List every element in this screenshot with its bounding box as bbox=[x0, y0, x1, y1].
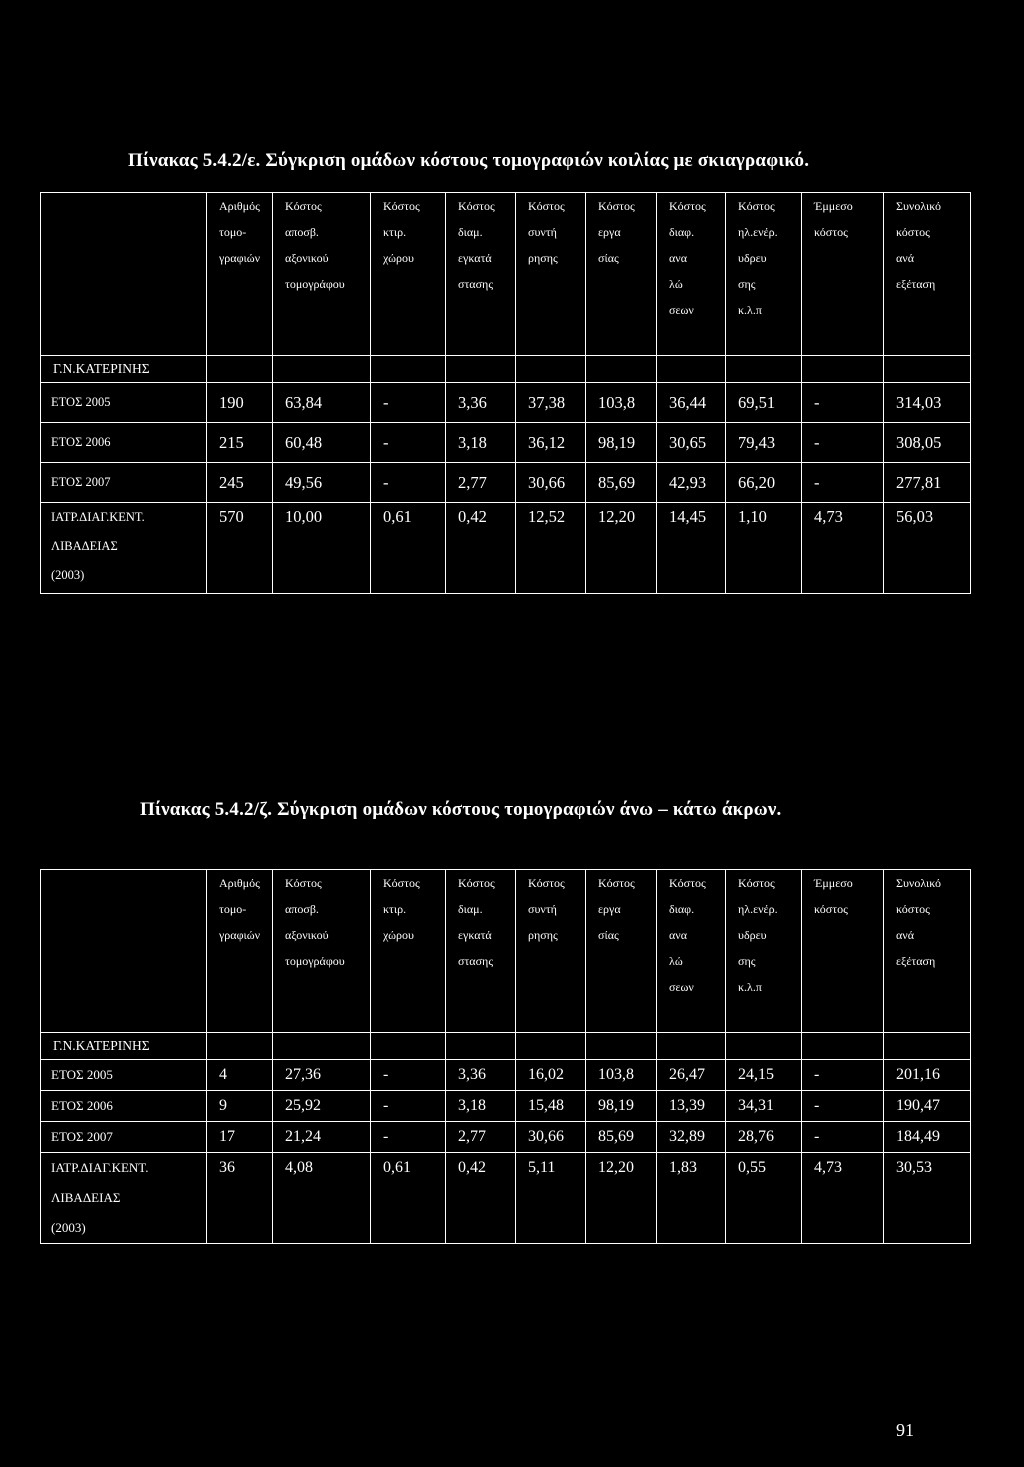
group-label: Γ.Ν.ΚΑΤΕΡΙΝΗΣ bbox=[41, 356, 207, 383]
table-cell: 184,49 bbox=[884, 1122, 971, 1153]
column-header-line: σεων bbox=[669, 980, 694, 994]
column-header-line: Έμμεσο bbox=[814, 199, 853, 213]
table-cell: - bbox=[802, 1122, 884, 1153]
table-row bbox=[41, 423, 971, 463]
table-cell: 0,42 bbox=[446, 1153, 516, 1244]
table-cell: 314,03 bbox=[884, 383, 971, 423]
row-label: ΕΤΟΣ 2007 bbox=[41, 1122, 207, 1153]
table-cell: 36 bbox=[207, 1153, 273, 1244]
column-header-line: υδρευ bbox=[738, 928, 767, 942]
table-cell: 0,61 bbox=[371, 1153, 446, 1244]
row-label: ΕΤΟΣ 2007 bbox=[41, 463, 207, 503]
column-header-line: Κόστος bbox=[738, 199, 775, 213]
table-cell: 201,16 bbox=[884, 1060, 971, 1091]
table-cell: 2,77 bbox=[446, 463, 516, 503]
table-cell: 13,39 bbox=[657, 1091, 726, 1122]
column-header-line: Συνολικό bbox=[896, 199, 942, 213]
column-header bbox=[657, 870, 726, 1033]
table-cell: 21,24 bbox=[273, 1122, 371, 1153]
row-label-line: ΛΙΒΑΔΕΙΑΣ bbox=[51, 1190, 121, 1205]
column-header-line: σης bbox=[738, 277, 756, 291]
table-cell: 42,93 bbox=[657, 463, 726, 503]
table-cell: 37,38 bbox=[516, 383, 586, 423]
header-corner-cell bbox=[41, 870, 207, 1033]
table-cell: - bbox=[802, 463, 884, 503]
column-header-line: κόστος bbox=[896, 902, 930, 916]
table-cell: 30,66 bbox=[516, 463, 586, 503]
column-header bbox=[371, 193, 446, 356]
empty-cell bbox=[207, 1033, 273, 1060]
column-header-line: λώ bbox=[669, 277, 683, 291]
column-header-line: ανά bbox=[896, 928, 914, 942]
table-cell: 1,10 bbox=[726, 503, 802, 594]
table-cell: 4,73 bbox=[802, 503, 884, 594]
column-header-line: συντή bbox=[528, 902, 557, 916]
column-header-line: τομογράφου bbox=[285, 277, 345, 291]
column-header-line: γραφιών bbox=[219, 251, 261, 265]
empty-cell bbox=[657, 1033, 726, 1060]
column-header-line: στασης bbox=[458, 277, 494, 291]
table-cell: - bbox=[802, 1091, 884, 1122]
table-cell: 1,83 bbox=[657, 1153, 726, 1244]
column-header-line: Κόστος bbox=[458, 199, 495, 213]
column-header-line: κόστος bbox=[814, 902, 848, 916]
empty-cell bbox=[371, 1033, 446, 1060]
header-row bbox=[41, 193, 971, 356]
row-label: ΕΤΟΣ 2006 bbox=[41, 1091, 207, 1122]
column-header-line: Αριθμός bbox=[219, 199, 260, 213]
empty-cell bbox=[884, 1033, 971, 1060]
column-header-line: ρησης bbox=[528, 928, 558, 942]
table-cell: - bbox=[371, 463, 446, 503]
empty-cell bbox=[273, 1033, 371, 1060]
table-cell: 3,36 bbox=[446, 383, 516, 423]
column-header-line: κόστος bbox=[896, 225, 930, 239]
row-label: ΕΤΟΣ 2005 bbox=[41, 1060, 207, 1091]
table-row bbox=[41, 1060, 971, 1091]
column-header-line: Κόστος bbox=[285, 199, 322, 213]
table-cell: 30,53 bbox=[884, 1153, 971, 1244]
row-label-line: (2003) bbox=[51, 568, 85, 582]
column-header-line: τομο- bbox=[219, 902, 247, 916]
column-header-line: αποσβ. bbox=[285, 902, 319, 916]
column-header-line: διαμ. bbox=[458, 225, 483, 239]
cost-table-limbs bbox=[40, 869, 971, 1244]
column-header-line: τομο- bbox=[219, 225, 247, 239]
column-header-line: ανα bbox=[669, 251, 687, 265]
table-cell: 28,76 bbox=[726, 1122, 802, 1153]
table-cell: 49,56 bbox=[273, 463, 371, 503]
table-cell: 36,44 bbox=[657, 383, 726, 423]
table-cell: - bbox=[371, 383, 446, 423]
table-cell: - bbox=[802, 423, 884, 463]
column-header-line: κτιρ. bbox=[383, 225, 407, 239]
table-cell: 63,84 bbox=[273, 383, 371, 423]
table-cell: 60,48 bbox=[273, 423, 371, 463]
column-header-line: κόστος bbox=[814, 225, 848, 239]
empty-cell bbox=[802, 1033, 884, 1060]
row-label: ΕΤΟΣ 2006 bbox=[41, 423, 207, 463]
page-number: 91 bbox=[896, 1420, 914, 1440]
table-cell: 10,00 bbox=[273, 503, 371, 594]
table-cell: 12,20 bbox=[586, 503, 657, 594]
column-header-line: κ.λ.π bbox=[738, 980, 762, 994]
column-header bbox=[371, 870, 446, 1033]
empty-cell bbox=[586, 356, 657, 383]
column-header bbox=[586, 870, 657, 1033]
column-header-line: διαφ. bbox=[669, 902, 695, 916]
column-header bbox=[884, 870, 971, 1033]
column-header-line: Κόστος bbox=[528, 199, 565, 213]
empty-cell bbox=[884, 356, 971, 383]
table-caption: Πίνακας 5.4.2/ε. Σύγκριση ομάδων κόστους τομογραφιών κοιλίας με σκιαγραφικό. bbox=[128, 150, 810, 171]
empty-cell bbox=[726, 1033, 802, 1060]
column-header bbox=[884, 193, 971, 356]
column-header-line: σίας bbox=[598, 251, 619, 265]
column-header-line: λώ bbox=[669, 954, 683, 968]
table-cell: 9 bbox=[207, 1091, 273, 1122]
row-label bbox=[41, 503, 207, 594]
column-header bbox=[586, 193, 657, 356]
column-header bbox=[726, 193, 802, 356]
column-header bbox=[726, 870, 802, 1033]
row-label: ΕΤΟΣ 2005 bbox=[41, 383, 207, 423]
table-cell: 277,81 bbox=[884, 463, 971, 503]
column-header-line: Κόστος bbox=[598, 199, 635, 213]
table-cell: 30,66 bbox=[516, 1122, 586, 1153]
table-cell: 36,12 bbox=[516, 423, 586, 463]
column-header-line: εγκατά bbox=[458, 251, 492, 265]
table-cell: 15,48 bbox=[516, 1091, 586, 1122]
column-header-line: κ.λ.π bbox=[738, 303, 762, 317]
table-cell: 215 bbox=[207, 423, 273, 463]
column-header-line: ηλ.ενέρ. bbox=[738, 902, 778, 916]
column-header-line: διαμ. bbox=[458, 902, 483, 916]
column-header-line: Κόστος bbox=[669, 876, 706, 890]
table-cell: 26,47 bbox=[657, 1060, 726, 1091]
column-header-line: αποσβ. bbox=[285, 225, 319, 239]
column-header-line: εργα bbox=[598, 225, 621, 239]
column-header bbox=[446, 870, 516, 1033]
table-cell: 2,77 bbox=[446, 1122, 516, 1153]
column-header-line: τομογράφου bbox=[285, 954, 345, 968]
column-header-line: Κόστος bbox=[285, 876, 322, 890]
table-cell: 24,15 bbox=[726, 1060, 802, 1091]
table-cell: 245 bbox=[207, 463, 273, 503]
empty-cell bbox=[657, 356, 726, 383]
column-header bbox=[516, 870, 586, 1033]
column-header-line: Συνολικό bbox=[896, 876, 942, 890]
column-header-line: Κόστος bbox=[383, 876, 420, 890]
table-cell: 32,89 bbox=[657, 1122, 726, 1153]
empty-cell bbox=[516, 1033, 586, 1060]
table-cell: 69,51 bbox=[726, 383, 802, 423]
cost-table-abdomen bbox=[40, 192, 971, 594]
table-cell: 85,69 bbox=[586, 1122, 657, 1153]
table-cell: 34,31 bbox=[726, 1091, 802, 1122]
row-label-line: ΛΙΒΑΔΕΙΑΣ bbox=[51, 539, 118, 553]
table-cell: 12,20 bbox=[586, 1153, 657, 1244]
table-cell: 98,19 bbox=[586, 423, 657, 463]
table-cell: 5,11 bbox=[516, 1153, 586, 1244]
table-cell: 30,65 bbox=[657, 423, 726, 463]
header-row bbox=[41, 870, 971, 1033]
column-header-line: διαφ. bbox=[669, 225, 695, 239]
table-cell: 3,36 bbox=[446, 1060, 516, 1091]
column-header-line: Αριθμός bbox=[219, 876, 260, 890]
empty-cell bbox=[586, 1033, 657, 1060]
column-header bbox=[207, 870, 273, 1033]
column-header-line: υδρευ bbox=[738, 251, 767, 265]
empty-cell bbox=[802, 356, 884, 383]
table-row bbox=[41, 463, 971, 503]
row-label-line: ΙΑΤΡ.ΔΙΑΓ.ΚΕΝΤ. bbox=[51, 1160, 149, 1175]
column-header-line: Κόστος bbox=[598, 876, 635, 890]
table-cell: 85,69 bbox=[586, 463, 657, 503]
table-cell: - bbox=[802, 383, 884, 423]
table-row bbox=[41, 1122, 971, 1153]
empty-cell bbox=[446, 356, 516, 383]
column-header bbox=[446, 193, 516, 356]
table-cell: 12,52 bbox=[516, 503, 586, 594]
column-header-line: συντή bbox=[528, 225, 557, 239]
group-row bbox=[41, 1033, 971, 1060]
table-cell: 4 bbox=[207, 1060, 273, 1091]
column-header-line: κτιρ. bbox=[383, 902, 407, 916]
column-header bbox=[273, 870, 371, 1033]
column-header-line: Κόστος bbox=[458, 876, 495, 890]
table-cell: 16,02 bbox=[516, 1060, 586, 1091]
empty-cell bbox=[726, 356, 802, 383]
table-cell: 4,08 bbox=[273, 1153, 371, 1244]
column-header-line: εργα bbox=[598, 902, 621, 916]
column-header-line: Κόστος bbox=[738, 876, 775, 890]
table-cell: 0,42 bbox=[446, 503, 516, 594]
column-header-line: αξονικού bbox=[285, 928, 329, 942]
table-cell: 570 bbox=[207, 503, 273, 594]
table-cell: - bbox=[802, 1060, 884, 1091]
empty-cell bbox=[273, 356, 371, 383]
column-header-line: γραφιών bbox=[219, 928, 261, 942]
table-cell: 4,73 bbox=[802, 1153, 884, 1244]
column-header bbox=[802, 870, 884, 1033]
empty-cell bbox=[516, 356, 586, 383]
table-caption: Πίνακας 5.4.2/ζ. Σύγκριση ομάδων κόστους τομογραφιών άνω – κάτω άκρων. bbox=[140, 799, 782, 820]
empty-cell bbox=[207, 356, 273, 383]
column-header bbox=[657, 193, 726, 356]
table-cell: 103,8 bbox=[586, 383, 657, 423]
table-cell: 190,47 bbox=[884, 1091, 971, 1122]
row-label-line: (2003) bbox=[51, 1220, 86, 1235]
empty-cell bbox=[446, 1033, 516, 1060]
column-header-line: Κόστος bbox=[528, 876, 565, 890]
table-cell: - bbox=[371, 1060, 446, 1091]
table-cell: 79,43 bbox=[726, 423, 802, 463]
table-row bbox=[41, 503, 971, 594]
table-cell: 17 bbox=[207, 1122, 273, 1153]
table-row bbox=[41, 1153, 971, 1244]
header-corner-cell bbox=[41, 193, 207, 356]
column-header-line: εξέταση bbox=[896, 277, 936, 291]
column-header-line: αξονικού bbox=[285, 251, 329, 265]
table-cell: 0,61 bbox=[371, 503, 446, 594]
column-header-line: σης bbox=[738, 954, 756, 968]
column-header bbox=[207, 193, 273, 356]
column-header bbox=[516, 193, 586, 356]
table-cell: - bbox=[371, 1122, 446, 1153]
table-cell: - bbox=[371, 1091, 446, 1122]
table-cell: 308,05 bbox=[884, 423, 971, 463]
column-header-line: Κόστος bbox=[383, 199, 420, 213]
column-header-line: χώρου bbox=[383, 928, 414, 942]
column-header-line: ηλ.ενέρ. bbox=[738, 225, 778, 239]
row-label-line: ΙΑΤΡ.ΔΙΑΓ.ΚΕΝΤ. bbox=[51, 510, 145, 524]
column-header bbox=[802, 193, 884, 356]
column-header-line: Έμμεσο bbox=[814, 876, 853, 890]
column-header-line: ανα bbox=[669, 928, 687, 942]
table-cell: 98,19 bbox=[586, 1091, 657, 1122]
empty-cell bbox=[371, 356, 446, 383]
table-cell: 25,92 bbox=[273, 1091, 371, 1122]
table-cell: 0,55 bbox=[726, 1153, 802, 1244]
group-row bbox=[41, 356, 971, 383]
table-row bbox=[41, 383, 971, 423]
table-cell: 190 bbox=[207, 383, 273, 423]
column-header-line: στασης bbox=[458, 954, 494, 968]
table-cell: 56,03 bbox=[884, 503, 971, 594]
table-cell: 3,18 bbox=[446, 1091, 516, 1122]
column-header-line: σίας bbox=[598, 928, 619, 942]
table-cell: 103,8 bbox=[586, 1060, 657, 1091]
table-row bbox=[41, 1091, 971, 1122]
column-header-line: εξέταση bbox=[896, 954, 936, 968]
column-header bbox=[273, 193, 371, 356]
table-cell: 14,45 bbox=[657, 503, 726, 594]
column-header-line: Κόστος bbox=[669, 199, 706, 213]
table-cell: 66,20 bbox=[726, 463, 802, 503]
group-label: Γ.Ν.ΚΑΤΕΡΙΝΗΣ bbox=[41, 1033, 207, 1060]
column-header-line: εγκατά bbox=[458, 928, 492, 942]
column-header-line: χώρου bbox=[383, 251, 414, 265]
column-header-line: ρησης bbox=[528, 251, 558, 265]
column-header-line: σεων bbox=[669, 303, 694, 317]
table-cell: 3,18 bbox=[446, 423, 516, 463]
row-label bbox=[41, 1153, 207, 1244]
column-header-line: ανά bbox=[896, 251, 914, 265]
table-cell: 27,36 bbox=[273, 1060, 371, 1091]
table-cell: - bbox=[371, 423, 446, 463]
